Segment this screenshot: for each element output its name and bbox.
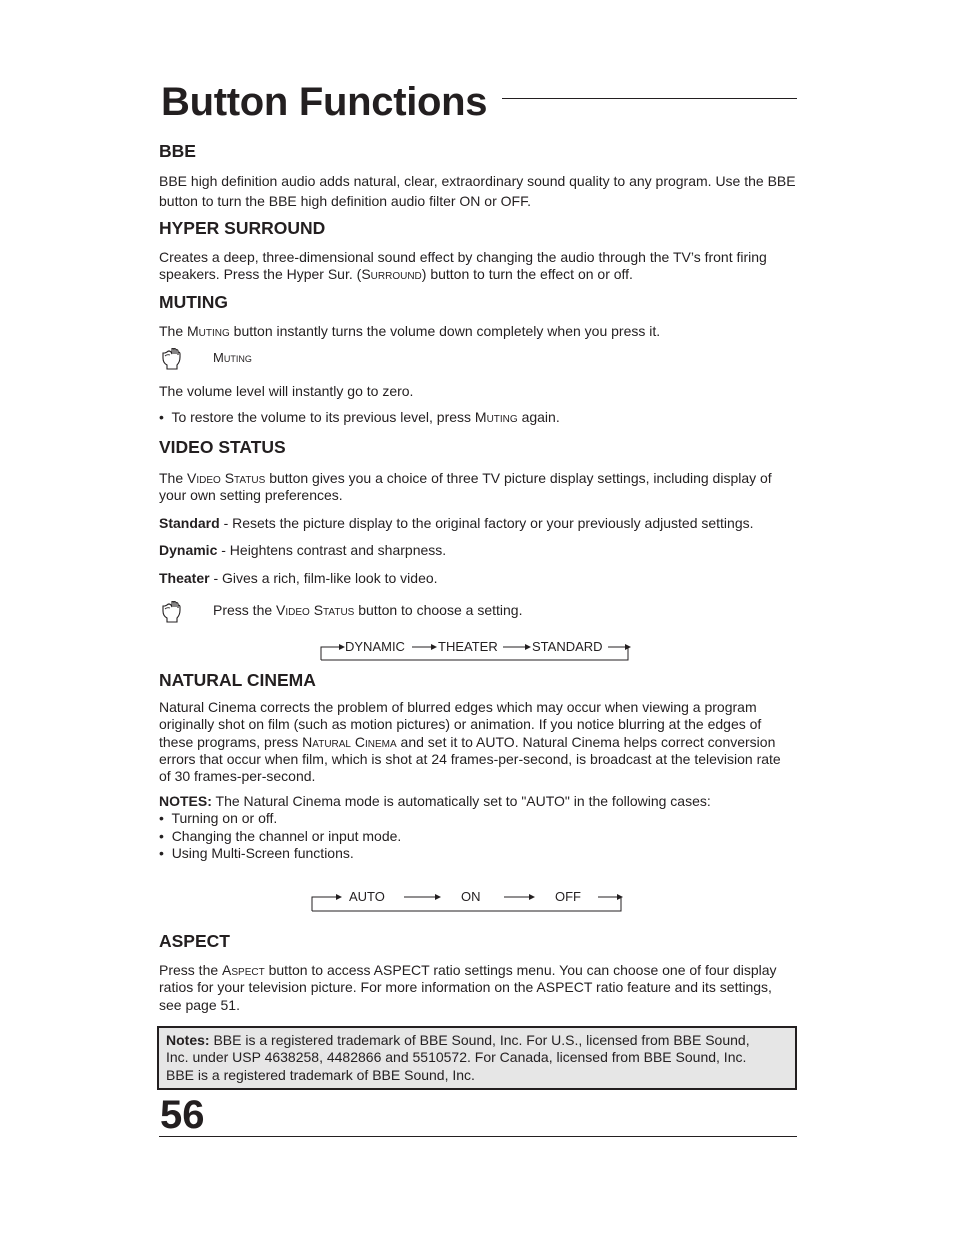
trademark-notes-text: Notes: BBE is a registered trademark of BBE Sound, Inc. For U.S., licensed from BBE Sound, Inc. under USP 4638258, 4482866 and 5510572. For Canada, licensed from BBE Sound, Inc. BBE is a registered trademark of BBE Sound, Inc.: [166, 1032, 750, 1083]
natural-cinema-notes: NOTES: The Natural Cinema mode is automatically set to "AUTO" in the following cases:: [159, 793, 711, 809]
title-rule: [502, 98, 797, 99]
flow-off: OFF: [555, 889, 581, 904]
heading-bbe: BBE: [159, 141, 196, 161]
heading-hyper-surround: HYPER SURROUND: [159, 218, 326, 238]
trademark-notes-box: [157, 1026, 797, 1090]
natural-cinema-cycle-diagram: [310, 885, 624, 915]
hand-press-icon: [159, 347, 183, 371]
muting-intro: The Muting button instantly turns the volume down completely when you press it.: [159, 323, 661, 339]
video-dynamic: Dynamic - Heightens contrast and sharpness.: [159, 542, 447, 558]
cinema-bullet-2: • Changing the channel or input mode.: [159, 828, 402, 844]
video-status-step: Press the Video Status button to choose a setting.: [213, 602, 523, 618]
cinema-bullet-3: • Using Multi-Screen functions.: [159, 845, 354, 861]
bbe-body: BBE high definition audio adds natural, clear, extraordinary sound quality to any program. Use the BBE button to turn the BBE high definition audio filter ON or OFF.: [159, 173, 796, 209]
flow-dynamic: DYNAMIC: [345, 639, 405, 654]
video-status-intro: The Video Status button gives you a choice of three TV picture display settings, including display of your own setting preferences.: [159, 470, 772, 504]
page-number: 56: [160, 1093, 205, 1137]
muting-result: The volume level will instantly go to zero.: [159, 383, 414, 399]
hand-press-icon: [159, 600, 183, 624]
muting-step-label: Muting: [213, 350, 252, 365]
flow-on: ON: [461, 889, 481, 904]
video-status-cycle-diagram: [318, 636, 632, 664]
heading-aspect: ASPECT: [159, 931, 230, 951]
heading-muting: MUTING: [159, 292, 229, 312]
flow-auto: AUTO: [349, 889, 385, 904]
heading-video-status: VIDEO STATUS: [159, 437, 286, 457]
bottom-rule: [159, 1136, 797, 1137]
page-title: Button Functions: [161, 80, 488, 124]
flow-theater: THEATER: [438, 639, 498, 654]
cinema-bullet-1: • Turning on or off.: [159, 810, 278, 826]
heading-natural-cinema: NATURAL CINEMA: [159, 670, 316, 690]
natural-cinema-body: Natural Cinema corrects the problem of blurred edges which may occur when viewing a program originally shot on film (such as motion pictures) or animation. If you notice blurring at the edges of these programs, press Natural Cinema and set it to AUTO. Natural Cinema helps correct conversion errors that occur when film, which is shot at 24 frames-per-second, is broadcast at the television rate of 30 frames-per-second.: [159, 699, 781, 785]
flow-standard: STANDARD: [532, 639, 603, 654]
muting-bullet: • To restore the volume to its previous level, press Muting again.: [159, 409, 560, 425]
video-theater: Theater - Gives a rich, film-like look to video.: [159, 570, 438, 586]
hyper-surround-body: Creates a deep, three-dimensional sound effect by changing the audio through the TV’s front firing speakers. Press the Hyper Sur. (Surround) button to turn the effect on or off.: [159, 249, 767, 283]
video-standard: Standard - Resets the picture display to the original factory or your previously adjusted settings.: [159, 515, 754, 531]
aspect-body: Press the Aspect button to access ASPECT ratio settings menu. You can choose one of four display ratios for your television picture. For more information on the ASPECT ratio feature and its settings, see page 51.: [159, 962, 777, 1013]
